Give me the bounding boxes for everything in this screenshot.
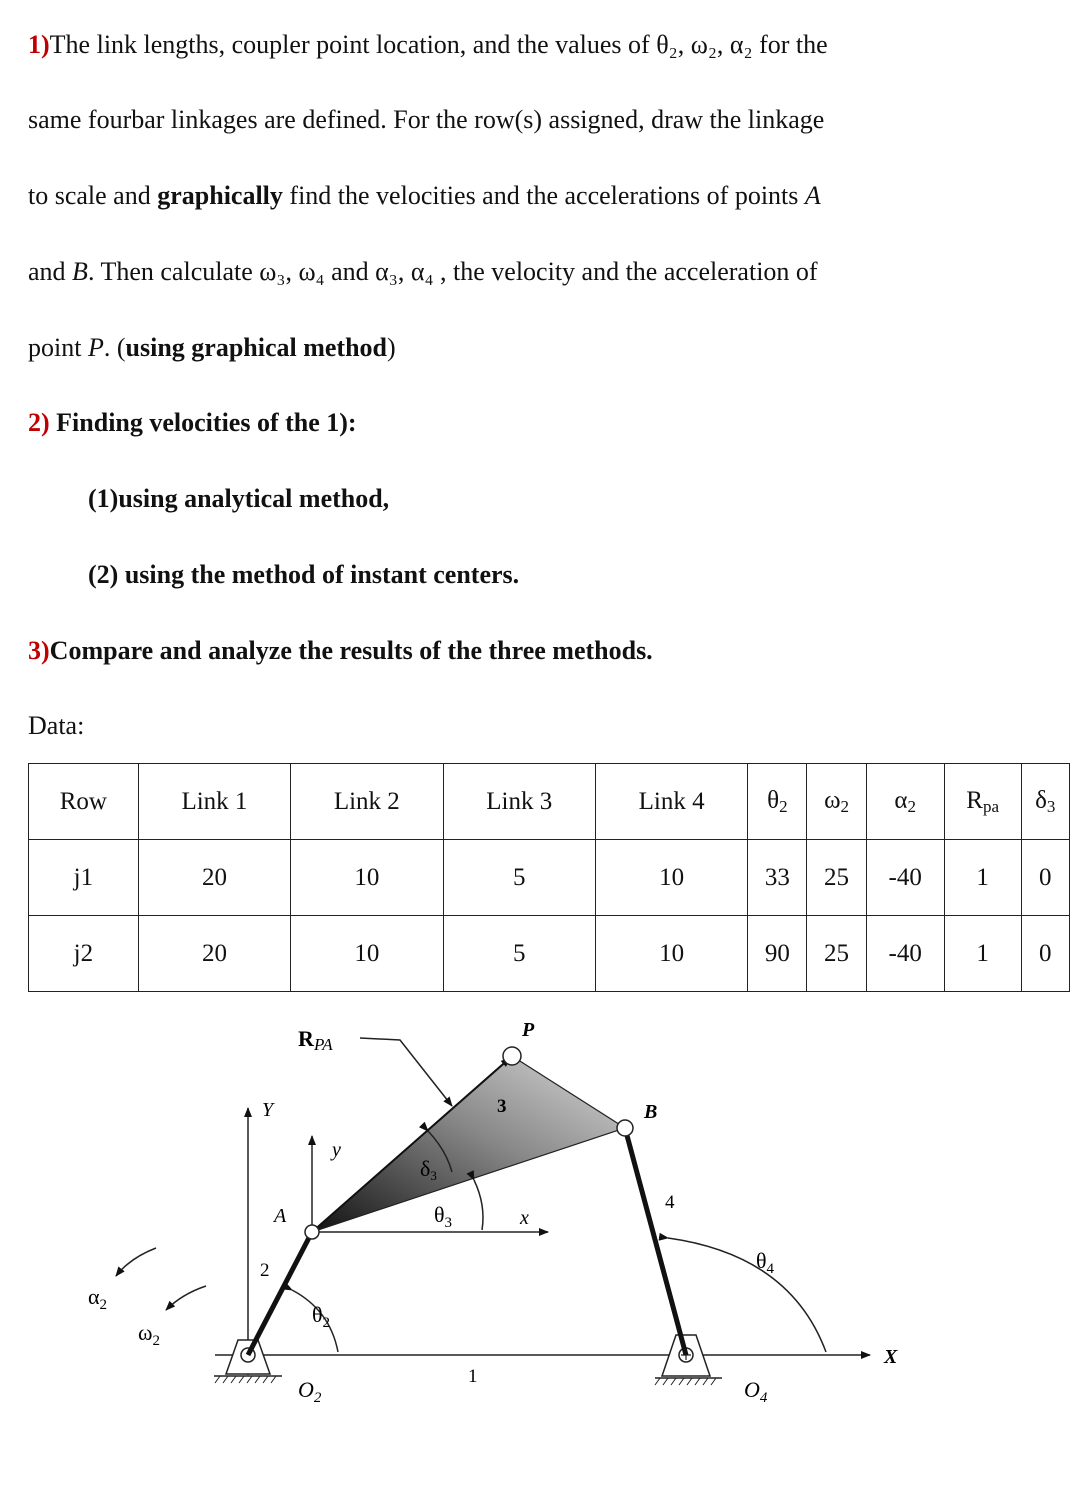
problem-1-text-4b: . Then calculate ω₃, ω₄ and α₃, α₄ , the velocity and the acceleration of: [87, 257, 818, 286]
problem-1-text-5a: point: [28, 333, 88, 362]
coupler-point-p: [503, 1047, 521, 1065]
cell: 25: [807, 840, 866, 916]
problem-1-text-2: same fourbar linkages are defined. For the row(s) assigned, draw the linkage: [28, 105, 825, 134]
label-link-4: 4: [665, 1192, 675, 1213]
data-label: Data:: [28, 711, 85, 740]
label-theta4: $\theta_4$: [756, 1248, 775, 1277]
header-theta2: $\theta_2$: [748, 764, 807, 840]
label-local-y: y: [332, 1139, 341, 1161]
label-alpha2: $\alpha_2$: [88, 1284, 108, 1313]
problem-1-graphical-method: using graphical method: [125, 333, 388, 362]
problem-3-text: Compare and analyze the results of the three methods.: [49, 636, 653, 665]
problem-1-point-p: P: [87, 333, 104, 362]
cell: 10: [291, 916, 443, 992]
theta3-arc: [474, 1180, 483, 1230]
problem-1-text-5c: ): [387, 333, 396, 362]
label-o2: $O_2$: [298, 1377, 322, 1406]
label-local-x: x: [520, 1207, 529, 1229]
cell: -40: [866, 916, 944, 992]
rpa-leader-arrow: [360, 1038, 452, 1106]
cell: 0: [1021, 916, 1070, 992]
omega2-arrow: [166, 1286, 206, 1310]
label-theta2: $\theta_2$: [312, 1302, 331, 1331]
cell: 20: [138, 840, 290, 916]
alpha2-arrow: [116, 1248, 156, 1276]
rocker-link-4: [625, 1128, 686, 1355]
problem-1-graphically: graphically: [157, 181, 283, 210]
label-link-3: 3: [497, 1096, 507, 1117]
cell: 5: [443, 840, 595, 916]
header-link1: Link 1: [138, 764, 290, 840]
header-omega2: $\omega_2$: [807, 764, 866, 840]
problem-2-item-1: (1)using analytical method,: [88, 484, 390, 513]
cell: 1: [944, 916, 1021, 992]
cell: 10: [595, 916, 747, 992]
problem-2-title-text: Finding velocities of the 1):: [49, 408, 357, 437]
header-delta3: $\delta_3$: [1021, 764, 1070, 840]
header-rpa: $R_{pa}$: [944, 764, 1021, 840]
label-theta3: $\theta_3$: [434, 1202, 453, 1231]
label-o4: $O_4$: [744, 1377, 768, 1406]
ground-pivot-o4: [655, 1335, 722, 1385]
cell: 10: [291, 840, 443, 916]
label-pa: PA: [314, 1035, 333, 1054]
label-b: B: [644, 1101, 658, 1123]
coupler-link-3: [312, 1056, 625, 1232]
cell: 5: [443, 916, 595, 992]
cell: 90: [748, 916, 807, 992]
cell: 33: [748, 840, 807, 916]
ground-pivot-o2: [214, 1340, 282, 1383]
problem-1-text-3a: to scale and: [28, 181, 158, 210]
cell: 10: [595, 840, 747, 916]
label-a: A: [274, 1205, 287, 1227]
label-global-x: X: [884, 1346, 898, 1368]
problem-1-text-4a: and: [28, 257, 73, 286]
cell: j1: [29, 840, 139, 916]
problem-1-point-b: B: [72, 257, 88, 286]
label-omega2: $\omega_2$: [138, 1320, 160, 1349]
label-link-1: 1: [468, 1366, 478, 1387]
header-link2: Link 2: [291, 764, 443, 840]
problem-3-number: 3): [28, 636, 50, 665]
problem-1-number: 1): [28, 30, 50, 59]
cell: 25: [807, 916, 866, 992]
crank-link-2: [248, 1232, 312, 1355]
cell: j2: [29, 916, 139, 992]
joint-a: [305, 1225, 319, 1239]
label-p: P: [522, 1019, 535, 1041]
problem-2-number: 2): [28, 408, 50, 437]
label-delta3: δ3: [420, 1156, 437, 1183]
problem-2-item-2: (2) using the method of instant centers.: [88, 560, 520, 589]
problem-1-text-1: The link lengths, coupler point location, and the values of θ₂, ω₂, α₂ for the: [49, 30, 828, 59]
cell: 1: [944, 840, 1021, 916]
cell: 20: [138, 916, 290, 992]
cell: 0: [1021, 840, 1070, 916]
header-link3: Link 3: [443, 764, 595, 840]
problem-1-text-5b: . (: [103, 333, 126, 362]
cell: -40: [866, 840, 944, 916]
label-link-2: 2: [260, 1260, 270, 1281]
header-alpha2: $\alpha_2$: [866, 764, 944, 840]
joint-b: [617, 1120, 633, 1136]
label-global-y: Y: [262, 1099, 274, 1121]
problem-1-point-a: A: [804, 181, 821, 210]
label-r: R: [298, 1026, 314, 1051]
problem-1-text-3b: find the velocities and the accelerations of points: [282, 181, 805, 210]
header-row: Row: [29, 764, 139, 840]
header-link4: Link 4: [595, 764, 747, 840]
